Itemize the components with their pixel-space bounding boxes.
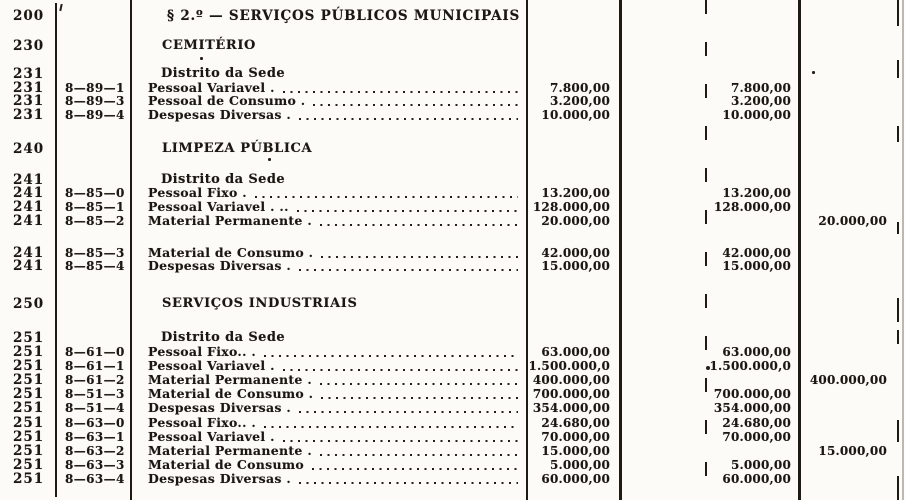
table-row (0, 259, 905, 273)
row-description-text: Despesas Diversas . (148, 258, 292, 273)
dot-leaders (299, 118, 518, 120)
section-title: § 2.º — SERVIÇOS PÚBLICOS MUNICIPAIS (167, 8, 521, 24)
row-description-text: Material de Consumo (148, 457, 305, 472)
dot-leaders (299, 269, 518, 271)
row-amount-col2: 5.000,00 (730, 458, 791, 472)
row-code: 241 (13, 245, 45, 261)
row-code: 250 (13, 296, 45, 312)
row-classification: 8—63—3 (65, 458, 125, 472)
row-description-text: Pessoal Variavel . (148, 80, 275, 95)
table-row (0, 373, 905, 387)
row-classification: 8—51—3 (65, 387, 125, 401)
row-code: 251 (13, 429, 45, 445)
row-code: 231 (13, 80, 45, 96)
row-description (148, 200, 522, 214)
dot-leaders (283, 91, 518, 93)
row-code: 241 (13, 199, 45, 215)
row-amount-col3: 400.000,00 (809, 373, 887, 387)
row-amount-col2: 63.000,00 (722, 345, 791, 359)
row-amount-col1: 60.000,00 (541, 472, 610, 486)
row-description-text: Despesas Diversas . (148, 107, 292, 122)
row-description (148, 401, 522, 415)
row-code: 251 (13, 400, 45, 416)
row-amount-col1: 7.800,00 (549, 81, 610, 95)
row-classification: 8—63—1 (65, 430, 125, 444)
row-amount-col1: 400.000,00 (532, 373, 610, 387)
district-subheading: Distrito da Sede (161, 172, 285, 187)
row-amount-col1: 63.000,00 (541, 345, 610, 359)
row-description-text: Pessoal de Consumo . (148, 93, 306, 108)
row-classification: 8—85—2 (65, 214, 125, 228)
row-classification: 8—89—1 (65, 81, 125, 95)
row-amount-col1: 42.000,00 (541, 246, 610, 260)
row-amount-col2: 128.000,00 (713, 200, 791, 214)
row-classification: 8—89—4 (65, 108, 125, 122)
table-row (0, 297, 905, 311)
right-edge-rule-segment (897, 126, 899, 142)
row-code: 241 (13, 172, 45, 188)
row-description-text: Pessoal Fixo.. . (148, 344, 257, 359)
row-amount-col3: 15.000,00 (818, 444, 887, 458)
scan-artifact (200, 57, 203, 60)
dot-leaders (283, 369, 518, 371)
row-description (148, 387, 522, 401)
row-description-text: Material de Consumo . (148, 245, 314, 260)
table-row (0, 108, 905, 122)
row-description-text: Despesas Diversas . (148, 400, 292, 415)
group-heading: LIMPEZA PÚBLICA (162, 141, 313, 156)
row-description-text: Despesas Diversas . (148, 471, 292, 486)
row-description (148, 416, 522, 430)
table-row (0, 387, 905, 401)
row-code: 230 (13, 38, 45, 54)
row-description-text: Material Permanente . (148, 213, 312, 228)
dot-leaders (283, 440, 518, 442)
dot-leaders (321, 256, 518, 258)
table-row (0, 94, 905, 108)
table-row (0, 416, 905, 430)
table-row (0, 81, 905, 95)
row-code: 231 (13, 93, 45, 109)
row-classification: 8—61—2 (65, 373, 125, 387)
dot-leaders (313, 104, 518, 106)
row-code: 251 (13, 415, 45, 431)
dot-leaders (264, 426, 518, 428)
row-classification: 8—63—2 (65, 444, 125, 458)
table-row (0, 9, 905, 23)
row-code: 251 (13, 443, 45, 459)
row-amount-col3: 20.000,00 (818, 214, 887, 228)
dot-leaders (320, 454, 518, 456)
table-row (0, 458, 905, 472)
row-classification: 8—85—0 (65, 186, 125, 200)
row-code: 231 (13, 66, 45, 82)
row-classification: 8—85—4 (65, 259, 125, 273)
dot-leaders (297, 210, 518, 212)
table-row (0, 173, 905, 187)
table-row (0, 200, 905, 214)
row-description (148, 373, 522, 387)
row-classification: 8—61—1 (65, 359, 125, 373)
scan-artifact (268, 158, 271, 161)
dot-leaders (255, 196, 518, 198)
row-description (148, 108, 522, 122)
row-classification: 8—85—1 (65, 200, 125, 214)
row-amount-col1: 24.680,00 (541, 416, 610, 430)
district-subheading: Distrito da Sede (161, 66, 285, 81)
table-row (0, 359, 905, 373)
table-row (0, 39, 905, 53)
row-description-text: Pessoal Variavel . (148, 429, 275, 444)
row-amount-col2: 1.500.000,0 (709, 359, 791, 373)
row-description (148, 458, 522, 472)
row-amount-col1: 20.000,00 (541, 214, 610, 228)
row-amount-col1: 10.000,00 (541, 108, 610, 122)
row-classification: 8—63—0 (65, 416, 125, 430)
row-description (148, 472, 522, 486)
row-code: 251 (13, 471, 45, 487)
table-row (0, 214, 905, 228)
table-row (0, 472, 905, 486)
row-amount-col1: 354.000,00 (532, 401, 610, 415)
table-row (0, 430, 905, 444)
row-description-text: Pessoal Fixo . (148, 185, 247, 200)
district-subheading: Distrito da Sede (161, 330, 285, 345)
table-row (0, 67, 905, 81)
row-amount-col2: 354.000,00 (713, 401, 791, 415)
row-code: 241 (13, 185, 45, 201)
row-amount-col2: 70.000,00 (722, 430, 791, 444)
row-amount-col2: 3.200,00 (730, 94, 791, 108)
dot-leaders (312, 468, 518, 470)
row-description-text: Material Permanente . (148, 372, 312, 387)
table-row (0, 142, 905, 156)
row-amount-col1: 5.000,00 (549, 458, 610, 472)
dot-leaders (299, 482, 518, 484)
row-description (148, 444, 522, 458)
row-code: 200 (13, 8, 45, 24)
row-code: 251 (13, 358, 45, 374)
table-row (0, 186, 905, 200)
row-amount-col2: 7.800,00 (730, 81, 791, 95)
row-classification: 8—89—3 (65, 94, 125, 108)
row-classification: 8—63—4 (65, 472, 125, 486)
table-row (0, 345, 905, 359)
row-amount-col2: 42.000,00 (722, 246, 791, 260)
row-amount-col2: 700.000,00 (713, 387, 791, 401)
row-amount-col1: 70.000,00 (541, 430, 610, 444)
row-classification: 8—85—3 (65, 246, 125, 260)
row-description (148, 359, 522, 373)
row-classification: 8—61—0 (65, 345, 125, 359)
row-amount-col1: 15.000,00 (541, 259, 610, 273)
row-amount-col1: 1.500.000,0 (528, 359, 610, 373)
dot-leaders (299, 411, 518, 413)
row-amount-col2: 13.200,00 (722, 186, 791, 200)
row-description (148, 259, 522, 273)
row-amount-col1: 128.000,00 (532, 200, 610, 214)
row-code: 251 (13, 386, 45, 402)
row-code: 241 (13, 213, 45, 229)
row-amount-col1: 15.000,00 (541, 444, 610, 458)
row-code: 251 (13, 330, 45, 346)
row-description-text: Pessoal Variavel . (148, 358, 275, 373)
group-heading: CEMITÉRIO (162, 38, 256, 53)
dot-leaders (264, 355, 518, 357)
row-amount-col1: 13.200,00 (541, 186, 610, 200)
row-description-text: Material Permanente . (148, 443, 312, 458)
row-amount-col2: 15.000,00 (722, 259, 791, 273)
row-code: 251 (13, 372, 45, 388)
row-amount-col2: 10.000,00 (722, 108, 791, 122)
row-description (148, 186, 522, 200)
row-description-text: Pessoal Variavel . .. (148, 199, 289, 214)
row-classification: 8—51—4 (65, 401, 125, 415)
table-row (0, 444, 905, 458)
dot-leaders (321, 397, 518, 399)
group-heading: SERVIÇOS INDUSTRIAIS (162, 296, 358, 311)
row-amount-col2: 60.000,00 (722, 472, 791, 486)
row-description (148, 430, 522, 444)
row-amount-col2: 24.680,00 (722, 416, 791, 430)
row-description (148, 345, 522, 359)
dot-leaders (320, 383, 518, 385)
row-code: 231 (13, 107, 45, 123)
table-row (0, 401, 905, 415)
row-description-text: Pessoal Fixo.. . (148, 415, 257, 430)
row-code: 240 (13, 141, 45, 157)
row-code: 251 (13, 457, 45, 473)
row-description (148, 214, 522, 228)
row-description (148, 94, 522, 108)
dot-leaders (320, 224, 518, 226)
table-row (0, 331, 905, 345)
row-code: 251 (13, 344, 45, 360)
table-row (0, 246, 905, 260)
row-description-text: Material de Consumo . (148, 386, 314, 401)
row-code: 241 (13, 258, 45, 274)
row-amount-col1: 3.200,00 (549, 94, 610, 108)
row-amount-col1: 700.000,00 (532, 387, 610, 401)
